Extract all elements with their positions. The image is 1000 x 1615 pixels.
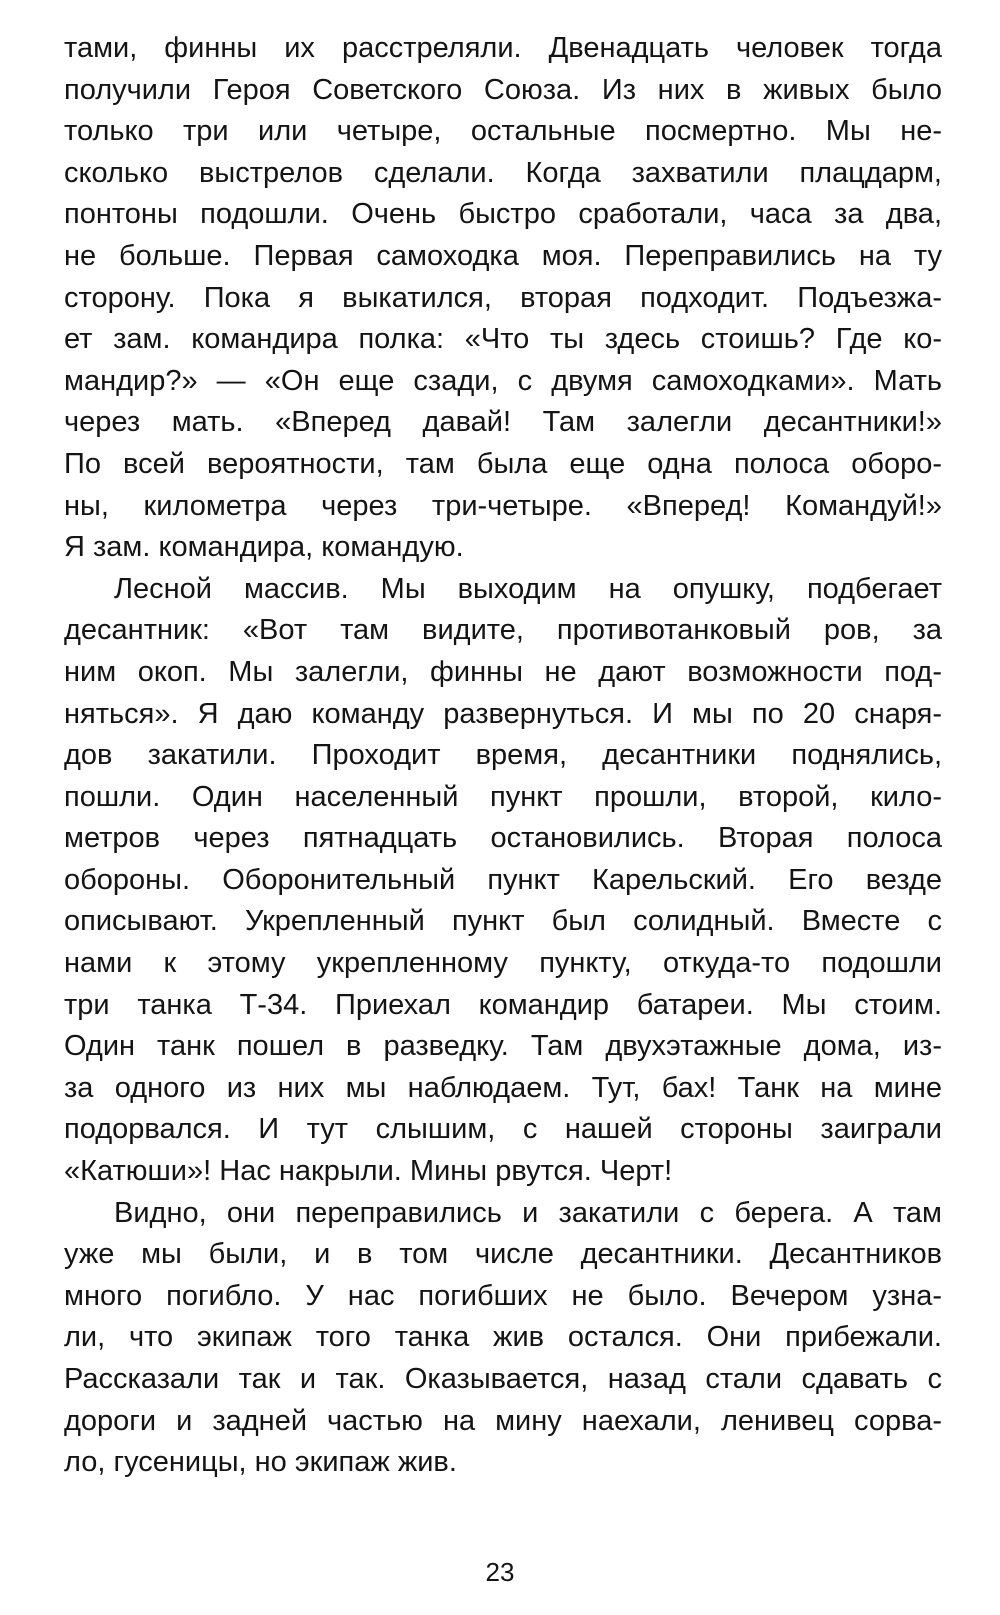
text-line: «Катюши»! Нас накрыли. Мины рвутся. Черт!: [64, 1155, 673, 1188]
text-line: сколько выстрелов сделали. Когда захватили плацдарм,: [64, 156, 942, 189]
text-line: десантник: «Вот там видите, противотанковый ров, за: [64, 614, 942, 647]
text-line: ли, что экипаж того танка жив остался. Они прибежали.: [64, 1321, 942, 1354]
text-line: за одного из них мы наблюдаем. Тут, бах! Танк на мине: [64, 1071, 942, 1104]
text-line: метров через пятнадцать остановились. Вторая полоса: [64, 822, 942, 855]
text-line: подорвался. И тут слышим, с нашей стороны заиграли: [64, 1113, 942, 1146]
text-line: ет зам. командира полка: «Что ты здесь стоишь? Где ко-: [64, 323, 942, 356]
text-line: По всей вероятности, там была еще одна полоса оборо-: [64, 447, 942, 480]
text-line: сторону. Пока я выкатился, вторая подходит. Подъезжа-: [64, 281, 942, 314]
text-line: через мать. «Вперед давай! Там залегли десантники!»: [64, 406, 942, 439]
page-number: 23: [485, 1557, 515, 1587]
text-line: няться». Я даю команду развернуться. И мы по 20 снаря-: [64, 697, 942, 730]
text-line: нами к этому укрепленному пункту, откуда-то подошли: [64, 947, 942, 980]
text-line: мандир?» — «Он еще сзади, с двумя самоходками». Мать: [64, 364, 942, 397]
text-line: обороны. Оборонительный пункт Карельский. Его везде: [64, 863, 942, 896]
text-line: дороги и задней частью на мину наехали, ленивец сорва-: [64, 1404, 942, 1437]
text-line: пошли. Один населенный пункт прошли, второй, кило-: [64, 780, 942, 813]
text-line: дов закатили. Проходит время, десантники поднялись,: [64, 739, 942, 772]
text-line: получили Героя Советского Союза. Из них в живых было: [64, 73, 942, 106]
text-line: Один танк пошел в разведку. Там двухэтажные дома, из-: [64, 1030, 942, 1063]
text-line: ны, километра через три-четыре. «Вперед! Командуй!»: [64, 489, 942, 522]
text-line: понтоны подошли. Очень быстро сработали, часа за два,: [64, 198, 942, 231]
text-line: уже мы были, и в том числе десантники. Десантников: [64, 1238, 942, 1271]
paragraph-3: [64, 1193, 942, 1484]
text-line: Лесной массив. Мы выходим на опушку, подбегает: [114, 572, 942, 605]
text-line: только три или четыре, остальные посмертно. Мы не-: [64, 115, 942, 148]
text-line: много погибло. У нас погибших не было. Вечером узна-: [64, 1279, 942, 1312]
text-line: описывают. Укрепленный пункт был солидный. Вместе с: [64, 905, 942, 938]
paragraph-2: [64, 569, 942, 1193]
text-line: Я зам. командира, командую.: [64, 531, 464, 564]
text-line: тами, финны их расстреляли. Двенадцать человек тогда: [64, 32, 942, 64]
text-line: не больше. Первая самоходка моя. Переправились на ту: [64, 239, 942, 272]
text-line: Видно, они переправились и закатили с берега. А там: [114, 1196, 942, 1229]
text-line: Рассказали так и так. Оказывается, назад стали сдавать с: [64, 1363, 942, 1395]
text-line: ним окоп. Мы залегли, финны не дают возможности под-: [64, 655, 942, 688]
page-body: [64, 28, 942, 1484]
text-line: ло, гусеницы, но экипаж жив.: [64, 1446, 457, 1479]
text-line: три танка Т-34. Приехал командир батареи. Мы стоим.: [64, 988, 942, 1021]
paragraph-1: [64, 28, 942, 569]
